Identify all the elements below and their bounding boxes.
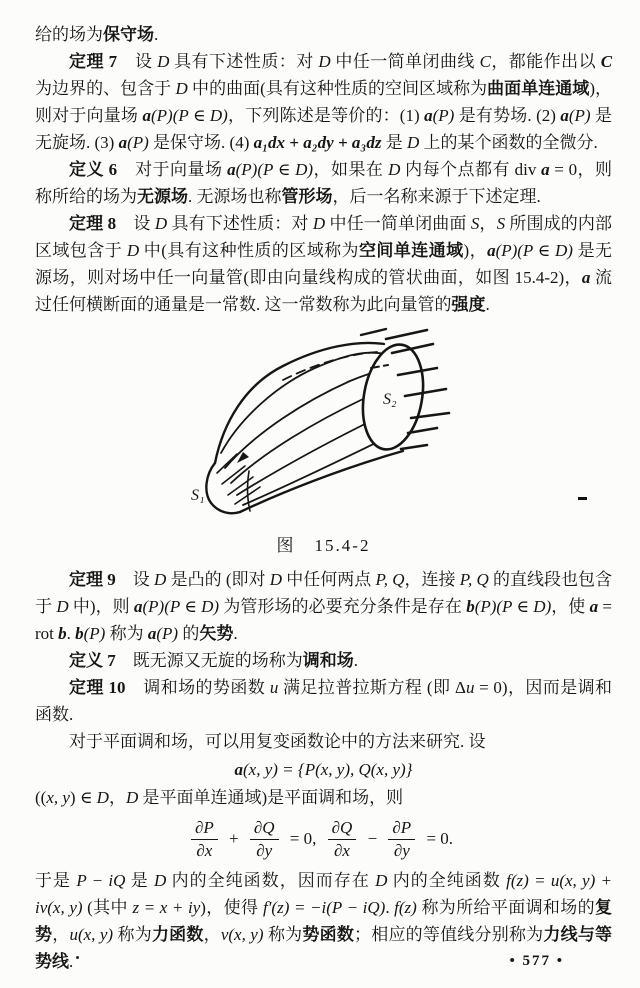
formula-vector-field: a(x, y) = {P(x, y), Q(x, y)} <box>234 760 413 779</box>
theorem-7: 定理 7 设 D 具有下述性质：对 D 中任一简单闭曲线 C，都能作出以 C 为边界的、包含于 D 中的曲面(具有这种性质的空间区域称为曲面单连通域)，则对于向量场 a(P)(P ∈ D)，下列陈述是等价的：(1) a(P) 是有势场. (2) a(P) 是无旋场. (3) a(P) 是保守场. (4) a₁dx + a₂dy + a₃dz 是 D 上的某个函数的全微分. <box>35 52 613 152</box>
fraction-dp-dy: $\frac{\partial P}{\partial y}$ <box>388 818 415 862</box>
formula-cr-equations <box>35 818 612 862</box>
figure-caption: 图 15.4-2 <box>276 536 371 555</box>
equals-zero-2: = 0. <box>426 828 454 848</box>
equals-zero-1: = 0, <box>289 828 317 848</box>
complex-potential-paragraph: 于是 P − iQ 是 D 内的全纯函数，因而存在 D 内的全纯函数 f(z) = u(x, y) + iv(x, y) (其中 z = x + iy)，使得 f′(z) = −i(P − iQ). f(z) 称为所给平面调和场的复势，u(x, y) 称为力函数，v(x, y) 称为势函数；相应的等值线分别称为力线与等势线. <box>35 870 613 971</box>
definition-7: 定义 7 既无源又无旋的场称为调和场. <box>69 651 358 670</box>
plane-domain-line: ((x, y) ∈ D，D 是平面单连通域)是平面调和场，则 <box>35 788 404 807</box>
page-number: • 577 • <box>509 953 564 969</box>
fraction-dq-dx: $\frac{\partial Q}{\partial x}$ <box>328 818 357 862</box>
fraction-dp-dx: $\frac{\partial P}{\partial x}$ <box>191 818 218 862</box>
theorem-8: 定理 8 设 D 具有下述性质：对 D 中任一简单闭曲面 S，S 所围成的内部区域包含于 D 中(具有这种性质的区域称为空间单连通域)，a(P)(P ∈ D) 是无源场，则对场中任一向量管(即由向量线构成的管状曲面，如图 15.4-2)，a 流过任何横断面的通量是一常数. 这一常数称为此向量管的强度. <box>35 214 613 314</box>
scan-artifact-dot <box>76 956 79 959</box>
scan-artifact-dash <box>578 497 587 500</box>
fraction-dq-dy: $\frac{\partial Q}{\partial y}$ <box>250 818 279 862</box>
figure-label-s2: S₂ <box>383 391 397 408</box>
harmonic-intro: 对于平面调和场，可以用复变函数论中的方法来研究. 设 <box>69 732 486 751</box>
theorem-9: 定理 9 设 D 是凸的 (即对 D 中任何两点 P, Q，连接 P, Q 的直线段也包含于 D 中)，则 a(P)(P ∈ D) 为管形场的必要充分条件是存在 b(P)(P ∈ D)，使 a = rot b. b(P) 称为 a(P) 的矢势. <box>35 570 613 643</box>
minus-operator: − <box>367 828 378 848</box>
plus-operator: + <box>229 828 239 848</box>
figure-label-s1: S₁ <box>191 487 205 504</box>
vector-tube-drawing <box>165 323 485 529</box>
definition-6: 定义 6 对于向量场 a(P)(P ∈ D)，如果在 D 内每个点都有 div a = 0，则称所给的场为无源场. 无源场也称管形场，后一名称来源于下述定理. <box>35 160 613 206</box>
intro-line: 给的场为保守场. <box>35 25 159 44</box>
theorem-10: 定理 10 调和场的势函数 u 满足拉普拉斯方程 (即 Δu = 0)，因而是调和函数. <box>35 678 613 724</box>
figure-vector-tube <box>165 323 485 529</box>
